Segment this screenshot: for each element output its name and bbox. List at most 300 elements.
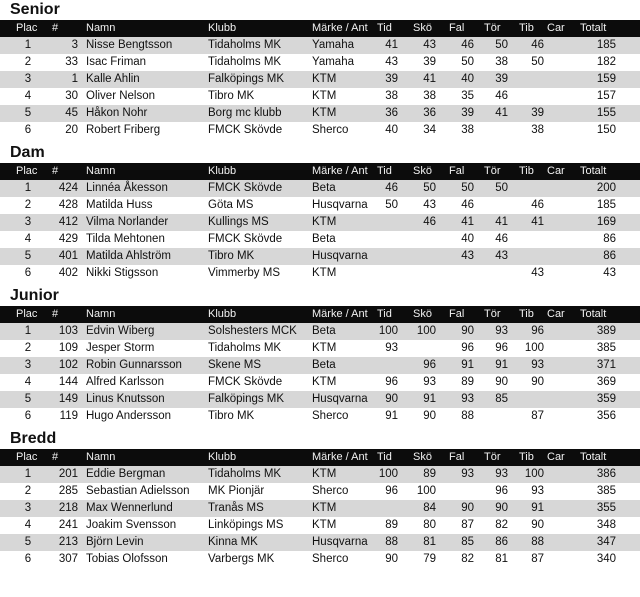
table-row — [0, 265, 640, 282]
header-sko: Skö — [413, 451, 432, 463]
section-title: Senior — [10, 1, 60, 18]
cell-fal: 87 — [461, 519, 474, 531]
cell-tot: 86 — [603, 250, 616, 262]
header-num: # — [52, 451, 59, 463]
section-title: Bredd — [10, 430, 57, 447]
cell-num: 1 — [71, 73, 78, 85]
cell-fal: 90 — [461, 325, 474, 337]
cell-num: 201 — [58, 468, 78, 480]
cell-tot: 386 — [596, 468, 616, 480]
cell-tot: 369 — [596, 376, 616, 388]
cell-sko: 89 — [423, 468, 436, 480]
cell-num: 285 — [58, 485, 78, 497]
cell-fal: 35 — [461, 90, 474, 102]
cell-brand: Beta — [312, 325, 336, 337]
cell-klubb: Borg mc klubb — [208, 107, 282, 119]
cell-tor: 46 — [495, 233, 508, 245]
cell-fal: 41 — [461, 216, 474, 228]
cell-tot: 182 — [596, 56, 616, 68]
table-header — [0, 306, 640, 323]
cell-tor: 90 — [495, 376, 508, 388]
cell-klubb: Solshesters MCK — [208, 325, 297, 337]
cell-sko: 46 — [423, 216, 436, 228]
cell-tor: 39 — [495, 73, 508, 85]
header-tor: Tör — [484, 451, 501, 463]
cell-tot: 355 — [596, 502, 616, 514]
cell-name: Robin Gunnarsson — [86, 359, 182, 371]
cell-sko: 81 — [423, 536, 436, 548]
cell-klubb: FMCK Skövde — [208, 124, 283, 136]
cell-fal: 91 — [461, 359, 474, 371]
cell-fal: 89 — [461, 376, 474, 388]
cell-fal: 39 — [461, 107, 474, 119]
table-row — [0, 551, 640, 568]
cell-tor: 46 — [495, 90, 508, 102]
cell-tor: 41 — [495, 107, 508, 119]
cell-tib: 43 — [531, 267, 544, 279]
table-row — [0, 466, 640, 483]
table-row — [0, 71, 640, 88]
cell-tid: 91 — [385, 410, 398, 422]
cell-tib: 88 — [531, 536, 544, 548]
cell-tot: 86 — [603, 233, 616, 245]
cell-plac: 4 — [24, 519, 32, 531]
cell-tot: 155 — [596, 107, 616, 119]
cell-tot: 385 — [596, 342, 616, 354]
table-row — [0, 231, 640, 248]
cell-plac: 3 — [24, 502, 32, 514]
cell-fal: 96 — [461, 342, 474, 354]
cell-tid: 100 — [378, 468, 398, 480]
cell-brand: KTM — [312, 519, 337, 531]
cell-sko: 41 — [423, 73, 436, 85]
cell-num: 213 — [58, 536, 78, 548]
cell-tor: 93 — [495, 325, 508, 337]
cell-brand: Sherco — [312, 553, 349, 565]
table-row — [0, 374, 640, 391]
cell-name: Linnéa Åkesson — [86, 182, 168, 194]
cell-num: 402 — [58, 267, 78, 279]
cell-klubb: Tidaholms MK — [208, 39, 282, 51]
cell-tib: 100 — [524, 342, 544, 354]
header-tib: Tib — [519, 451, 534, 463]
cell-tib: 100 — [524, 468, 544, 480]
cell-tot: 356 — [596, 410, 616, 422]
cell-klubb: Tidaholms MK — [208, 342, 282, 354]
cell-num: 45 — [65, 107, 78, 119]
cell-tib: 90 — [531, 376, 544, 388]
cell-klubb: Falköpings MK — [208, 73, 285, 85]
cell-plac: 6 — [24, 124, 32, 136]
cell-klubb: Vimmerby MS — [208, 267, 280, 279]
table-row — [0, 214, 640, 231]
cell-name: Oliver Nelson — [86, 90, 156, 102]
cell-name: Nikki Stigsson — [86, 267, 159, 279]
cell-klubb: Tidaholms MK — [208, 56, 282, 68]
cell-tid: 46 — [385, 182, 398, 194]
cell-num: 20 — [65, 124, 78, 136]
cell-name: Sebastian Adielsson — [86, 485, 190, 497]
cell-fal: 50 — [461, 182, 474, 194]
cell-plac: 1 — [24, 468, 32, 480]
header-brand: Märke / Ant — [312, 451, 368, 463]
cell-brand: KTM — [312, 107, 337, 119]
cell-sko: 43 — [423, 199, 436, 211]
cell-plac: 5 — [24, 250, 32, 262]
cell-tot: 347 — [596, 536, 616, 548]
cell-plac: 6 — [24, 410, 32, 422]
cell-name: Björn Levin — [86, 536, 144, 548]
cell-name: Edvin Wiberg — [86, 325, 155, 337]
header-tib: Tib — [519, 165, 534, 177]
cell-num: 144 — [58, 376, 78, 388]
cell-sko: 39 — [423, 56, 436, 68]
cell-name: Max Wennerlund — [86, 502, 173, 514]
header-fal: Fal — [449, 308, 465, 320]
cell-sko: 93 — [423, 376, 436, 388]
cell-brand: KTM — [312, 502, 337, 514]
cell-plac: 1 — [24, 39, 32, 51]
cell-tot: 43 — [603, 267, 616, 279]
cell-brand: Yamaha — [312, 56, 354, 68]
cell-num: 428 — [58, 199, 78, 211]
table-row — [0, 534, 640, 551]
header-plac: Plac — [16, 308, 38, 320]
cell-brand: KTM — [312, 342, 337, 354]
cell-tid: 38 — [385, 90, 398, 102]
cell-tid: 100 — [378, 325, 398, 337]
cell-tot: 389 — [596, 325, 616, 337]
table-row — [0, 197, 640, 214]
header-car: Car — [547, 22, 565, 34]
cell-name: Eddie Bergman — [86, 468, 166, 480]
cell-tib: 87 — [531, 553, 544, 565]
header-num: # — [52, 308, 59, 320]
cell-tib: 91 — [531, 502, 544, 514]
cell-fal: 88 — [461, 410, 474, 422]
cell-num: 149 — [58, 393, 78, 405]
header-plac: Plac — [16, 165, 38, 177]
header-tor: Tör — [484, 308, 501, 320]
header-tid: Tid — [377, 308, 392, 320]
table-row — [0, 483, 640, 500]
header-fal: Fal — [449, 165, 465, 177]
header-num: # — [52, 165, 59, 177]
cell-sko: 34 — [423, 124, 436, 136]
header-tib: Tib — [519, 308, 534, 320]
header-tot: Totalt — [580, 451, 607, 463]
cell-num: 103 — [58, 325, 78, 337]
cell-tor: 50 — [495, 182, 508, 194]
section-title: Dam — [10, 144, 45, 161]
cell-klubb: Göta MS — [208, 199, 254, 211]
table-row — [0, 408, 640, 425]
cell-tid: 50 — [385, 199, 398, 211]
table-header — [0, 449, 640, 466]
cell-brand: KTM — [312, 73, 337, 85]
cell-fal: 82 — [461, 553, 474, 565]
cell-tot: 200 — [596, 182, 616, 194]
cell-tor: 96 — [495, 485, 508, 497]
table-row — [0, 357, 640, 374]
header-name: Namn — [86, 22, 116, 34]
cell-klubb: Kinna MK — [208, 536, 258, 548]
cell-sko: 50 — [423, 182, 436, 194]
cell-sko: 36 — [423, 107, 436, 119]
cell-tor: 91 — [495, 359, 508, 371]
header-klubb: Klubb — [208, 308, 237, 320]
cell-num: 3 — [71, 39, 78, 51]
header-car: Car — [547, 308, 565, 320]
cell-tid: 90 — [385, 553, 398, 565]
cell-plac: 4 — [24, 90, 32, 102]
cell-tor: 93 — [495, 468, 508, 480]
cell-sko: 84 — [423, 502, 436, 514]
cell-num: 102 — [58, 359, 78, 371]
cell-sko: 38 — [423, 90, 436, 102]
cell-name: Håkon Nohr — [86, 107, 148, 119]
cell-tib: 46 — [531, 39, 544, 51]
cell-tid: 36 — [385, 107, 398, 119]
cell-brand: Yamaha — [312, 39, 354, 51]
cell-klubb: Tibro MK — [208, 250, 255, 262]
cell-brand: Sherco — [312, 410, 349, 422]
cell-tid: 96 — [385, 485, 398, 497]
cell-tot: 159 — [596, 73, 616, 85]
cell-brand: KTM — [312, 267, 337, 279]
header-plac: Plac — [16, 22, 38, 34]
cell-name: Nisse Bengtsson — [86, 39, 173, 51]
cell-tot: 150 — [596, 124, 616, 136]
cell-num: 218 — [58, 502, 78, 514]
cell-tid: 89 — [385, 519, 398, 531]
header-tot: Totalt — [580, 22, 607, 34]
cell-brand: KTM — [312, 216, 337, 228]
table-row — [0, 248, 640, 265]
cell-plac: 4 — [24, 233, 32, 245]
cell-name: Matilda Huss — [86, 199, 153, 211]
cell-tor: 43 — [495, 250, 508, 262]
table-row — [0, 517, 640, 534]
cell-plac: 1 — [24, 182, 32, 194]
cell-fal: 46 — [461, 199, 474, 211]
table-header — [0, 163, 640, 180]
cell-name: Tobias Olofsson — [86, 553, 168, 565]
cell-klubb: Falköpings MK — [208, 393, 285, 405]
header-tid: Tid — [377, 22, 392, 34]
cell-plac: 3 — [24, 359, 32, 371]
cell-tid: 96 — [385, 376, 398, 388]
header-car: Car — [547, 451, 565, 463]
header-tot: Totalt — [580, 165, 607, 177]
cell-name: Robert Friberg — [86, 124, 161, 136]
cell-brand: Beta — [312, 359, 336, 371]
header-plac: Plac — [16, 451, 38, 463]
cell-brand: Husqvarna — [312, 250, 368, 262]
cell-tib: 39 — [531, 107, 544, 119]
header-fal: Fal — [449, 22, 465, 34]
cell-name: Tilda Mehtonen — [86, 233, 165, 245]
cell-name: Linus Knutsson — [86, 393, 165, 405]
cell-tib: 87 — [531, 410, 544, 422]
cell-tor: 41 — [495, 216, 508, 228]
header-car: Car — [547, 165, 565, 177]
cell-num: 241 — [58, 519, 78, 531]
cell-name: Matilda Ahlström — [86, 250, 172, 262]
header-sko: Skö — [413, 165, 432, 177]
table-row — [0, 88, 640, 105]
cell-tot: 359 — [596, 393, 616, 405]
cell-tid: 41 — [385, 39, 398, 51]
cell-tib: 41 — [531, 216, 544, 228]
cell-tid: 90 — [385, 393, 398, 405]
cell-sko: 100 — [416, 485, 436, 497]
header-tid: Tid — [377, 165, 392, 177]
cell-sko: 79 — [423, 553, 436, 565]
cell-name: Hugo Andersson — [86, 410, 172, 422]
header-klubb: Klubb — [208, 451, 237, 463]
cell-tid: 88 — [385, 536, 398, 548]
header-tor: Tör — [484, 165, 501, 177]
cell-fal: 38 — [461, 124, 474, 136]
cell-plac: 2 — [24, 485, 32, 497]
header-sko: Skö — [413, 22, 432, 34]
table-header — [0, 20, 640, 37]
cell-num: 429 — [58, 233, 78, 245]
table-row — [0, 180, 640, 197]
cell-fal: 93 — [461, 468, 474, 480]
cell-plac: 6 — [24, 267, 32, 279]
cell-klubb: Kullings MS — [208, 216, 269, 228]
cell-num: 30 — [65, 90, 78, 102]
cell-tib: 50 — [531, 56, 544, 68]
cell-name: Vilma Norlander — [86, 216, 169, 228]
cell-tib: 93 — [531, 485, 544, 497]
cell-plac: 1 — [24, 325, 32, 337]
cell-tid: 39 — [385, 73, 398, 85]
cell-klubb: FMCK Skövde — [208, 182, 283, 194]
table-row — [0, 340, 640, 357]
cell-tot: 169 — [596, 216, 616, 228]
cell-fal: 93 — [461, 393, 474, 405]
cell-tor: 50 — [495, 39, 508, 51]
cell-tor: 96 — [495, 342, 508, 354]
cell-sko: 96 — [423, 359, 436, 371]
cell-plac: 5 — [24, 536, 32, 548]
cell-name: Jesper Storm — [86, 342, 155, 354]
cell-brand: Beta — [312, 182, 336, 194]
table-row — [0, 54, 640, 71]
cell-brand: Husqvarna — [312, 536, 368, 548]
cell-klubb: FMCK Skövde — [208, 233, 283, 245]
cell-klubb: Skene MS — [208, 359, 262, 371]
table-row — [0, 500, 640, 517]
cell-num: 307 — [58, 553, 78, 565]
cell-num: 33 — [65, 56, 78, 68]
cell-klubb: MK Pionjär — [208, 485, 265, 497]
cell-klubb: Varbergs MK — [208, 553, 275, 565]
header-tib: Tib — [519, 22, 534, 34]
cell-klubb: FMCK Skövde — [208, 376, 283, 388]
cell-plac: 2 — [24, 342, 32, 354]
cell-brand: KTM — [312, 90, 337, 102]
cell-sko: 43 — [423, 39, 436, 51]
cell-tid: 93 — [385, 342, 398, 354]
cell-num: 119 — [59, 410, 78, 422]
cell-sko: 80 — [423, 519, 436, 531]
header-name: Namn — [86, 308, 116, 320]
cell-brand: KTM — [312, 468, 337, 480]
cell-brand: KTM — [312, 376, 337, 388]
cell-tid: 40 — [385, 124, 398, 136]
cell-tib: 46 — [531, 199, 544, 211]
cell-plac: 4 — [24, 376, 32, 388]
section-title: Junior — [10, 287, 59, 304]
cell-tot: 385 — [596, 485, 616, 497]
cell-plac: 3 — [24, 73, 32, 85]
header-tot: Totalt — [580, 308, 607, 320]
cell-fal: 50 — [461, 56, 474, 68]
cell-tib: 90 — [531, 519, 544, 531]
header-tor: Tör — [484, 22, 501, 34]
cell-num: 412 — [58, 216, 78, 228]
cell-fal: 85 — [461, 536, 474, 548]
table-row — [0, 37, 640, 54]
cell-tor: 86 — [495, 536, 508, 548]
cell-num: 109 — [58, 342, 78, 354]
cell-klubb: Tranås MS — [208, 502, 264, 514]
cell-tor: 82 — [495, 519, 508, 531]
cell-plac: 6 — [24, 553, 32, 565]
cell-tot: 371 — [596, 359, 616, 371]
cell-tib: 96 — [531, 325, 544, 337]
header-brand: Märke / Ant — [312, 165, 368, 177]
cell-sko: 90 — [423, 410, 436, 422]
cell-num: 401 — [58, 250, 78, 262]
cell-tor: 81 — [495, 553, 508, 565]
cell-name: Joakim Svensson — [86, 519, 177, 531]
table-row — [0, 323, 640, 340]
header-brand: Märke / Ant — [312, 22, 368, 34]
table-row — [0, 105, 640, 122]
cell-tot: 157 — [596, 90, 616, 102]
cell-brand: Sherco — [312, 485, 349, 497]
cell-fal: 46 — [461, 39, 474, 51]
cell-plac: 5 — [24, 107, 32, 119]
cell-brand: Beta — [312, 233, 336, 245]
cell-fal: 40 — [461, 233, 474, 245]
cell-tor: 38 — [495, 56, 508, 68]
cell-sko: 100 — [416, 325, 436, 337]
cell-plac: 2 — [24, 199, 32, 211]
cell-sko: 91 — [423, 393, 436, 405]
cell-tor: 90 — [495, 502, 508, 514]
cell-plac: 5 — [24, 393, 32, 405]
cell-name: Isac Friman — [86, 56, 147, 68]
cell-brand: Sherco — [312, 124, 349, 136]
cell-fal: 90 — [461, 502, 474, 514]
cell-klubb: Linköpings MS — [208, 519, 284, 531]
header-fal: Fal — [449, 451, 465, 463]
cell-name: Alfred Karlsson — [86, 376, 164, 388]
header-name: Namn — [86, 165, 116, 177]
cell-brand: Husqvarna — [312, 393, 368, 405]
cell-tot: 348 — [596, 519, 616, 531]
cell-tot: 185 — [596, 199, 616, 211]
cell-tib: 38 — [531, 124, 544, 136]
cell-klubb: Tidaholms MK — [208, 468, 282, 480]
cell-plac: 3 — [24, 216, 32, 228]
